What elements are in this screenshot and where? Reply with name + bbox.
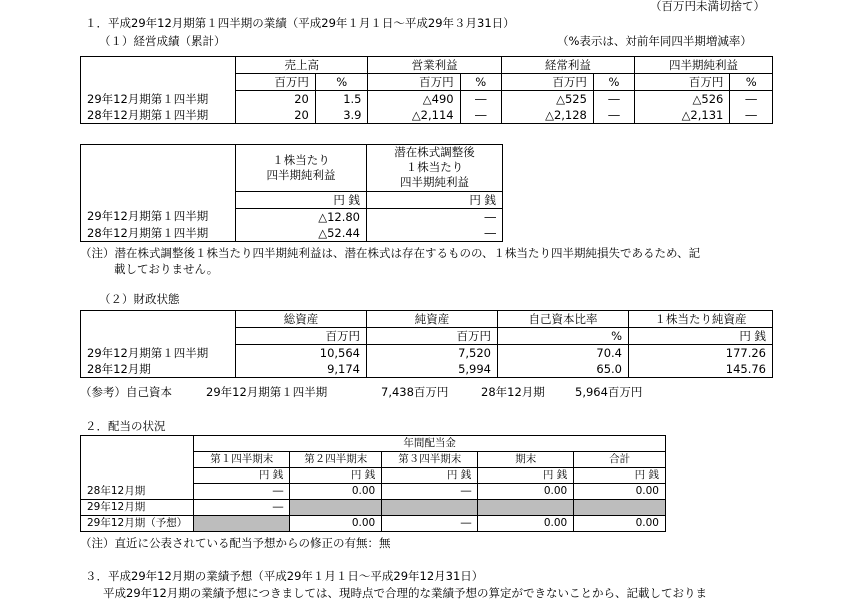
section2-subtitle: （２）財政状態	[99, 292, 180, 306]
cell: ―	[460, 91, 501, 108]
row-label: 29年12月期（予想）	[81, 516, 194, 532]
cell: 10,564	[236, 345, 367, 362]
eps-table	[80, 144, 503, 242]
cell: ―	[367, 208, 503, 225]
cell: 9,174	[236, 361, 367, 378]
table-row	[81, 225, 503, 242]
percent-note: （%表示は、対前年同四半期増減率）	[557, 34, 752, 48]
row-label: 29年12月期	[81, 500, 194, 516]
cell: 7,520	[367, 345, 498, 362]
cell: △525	[501, 91, 593, 108]
diluted-eps-header-line: 潜在株式調整後	[394, 145, 475, 160]
table-row	[81, 345, 773, 362]
table-row	[81, 107, 773, 124]
section1-subtitle: （１）経営成績（累計）	[99, 34, 226, 48]
reference-period-2: 28年12月期	[481, 385, 545, 399]
cell: ―	[382, 516, 478, 532]
dividends-table	[80, 435, 666, 532]
col-sales: 売上高	[236, 57, 368, 74]
unit-cell: 百万円	[367, 328, 498, 345]
eps-header-line: １株当たり	[272, 152, 330, 167]
operating-results-table	[80, 56, 773, 124]
unit-cell: 円 銭	[478, 468, 574, 484]
unit-note: （百万円未満切捨て）	[650, 0, 765, 13]
unit-cell: 円 銭	[367, 191, 503, 208]
col-total: 合計	[574, 452, 666, 468]
cell: △2,128	[501, 107, 593, 124]
unit-cell: 円 銭	[382, 468, 478, 484]
cell: △52.44	[236, 225, 367, 242]
col-total-assets: 総資産	[236, 311, 367, 328]
table-row	[81, 208, 503, 225]
col-year-end: 期末	[478, 452, 574, 468]
cell: 70.4	[498, 345, 629, 362]
cell: 0.00	[290, 516, 382, 532]
table-row	[81, 361, 773, 378]
eps-note: （注）潜在株式調整後１株当たり四半期純利益は、潜在株式は存在するものの、１株当たり四半期純損失であるため、記	[80, 246, 701, 260]
row-label: 29年12月期第１四半期	[81, 345, 236, 362]
unit-cell: 百万円	[236, 74, 316, 91]
cell: ―	[194, 500, 290, 516]
unit-cell: %	[315, 74, 368, 91]
cell: ―	[593, 91, 634, 108]
col-bps: １株当たり純資産	[629, 311, 773, 328]
row-label: 28年12月期	[81, 484, 194, 500]
forecast-body: 平成29年12月期の業績予想につきましては、現時点で合理的な業績予想の算定ができないことから、記載しておりま	[103, 586, 708, 600]
col-net-income: 四半期純利益	[635, 57, 773, 74]
cell-na	[382, 500, 478, 516]
table-row	[81, 500, 666, 516]
reference-period-1: 29年12月期第１四半期	[206, 385, 328, 399]
reference-value-2: 5,964百万円	[575, 385, 643, 399]
col-q2: 第２四半期末	[290, 452, 382, 468]
cell: 0.00	[574, 484, 666, 500]
unit-cell: %	[498, 328, 629, 345]
cell: 20	[236, 107, 316, 124]
cell: 1.5	[315, 91, 368, 108]
cell: 0.00	[290, 484, 382, 500]
col-net-assets: 純資産	[367, 311, 498, 328]
row-label: 28年12月期第１四半期	[81, 225, 236, 242]
row-label: 29年12月期第１四半期	[81, 91, 236, 108]
unit-cell: 円 銭	[629, 328, 773, 345]
cell: 0.00	[478, 516, 574, 532]
table-row	[81, 91, 773, 108]
col-q1: 第１四半期末	[194, 452, 290, 468]
unit-cell: %	[593, 74, 634, 91]
col-ordinary-income: 経常利益	[501, 57, 634, 74]
row-label: 28年12月期第１四半期	[81, 107, 236, 124]
unit-cell: 円 銭	[574, 468, 666, 484]
unit-cell: 円 銭	[236, 191, 367, 208]
col-q3: 第３四半期末	[382, 452, 478, 468]
cell: 3.9	[315, 107, 368, 124]
table-row	[81, 484, 666, 500]
cell: ―	[593, 107, 634, 124]
section1-title: １．平成29年12月期第１四半期の業績（平成29年１月１日～平成29年３月31日）	[85, 16, 515, 30]
cell: △2,114	[368, 107, 460, 124]
eps-note-cont: 載しておりません。	[114, 262, 219, 276]
unit-cell: 円 銭	[290, 468, 382, 484]
unit-cell: 百万円	[501, 74, 593, 91]
cell-na	[478, 500, 574, 516]
cell: ―	[367, 225, 503, 242]
financial-position-table	[80, 310, 773, 378]
col-operating-income: 営業利益	[368, 57, 501, 74]
cell: ―	[730, 91, 773, 108]
eps-header-line: 四半期純利益	[266, 167, 336, 182]
cell: 145.76	[629, 361, 773, 378]
cell-na	[290, 500, 382, 516]
unit-cell: %	[730, 74, 773, 91]
cell: ―	[194, 484, 290, 500]
diluted-eps-header-line: １株当たり	[405, 160, 464, 175]
cell-na	[194, 516, 290, 532]
unit-cell: 円 銭	[194, 468, 290, 484]
cell: △490	[368, 91, 460, 108]
cell: 5,994	[367, 361, 498, 378]
cell-na	[574, 500, 666, 516]
diluted-eps-header-line: 四半期純利益	[400, 175, 469, 190]
cell: △526	[635, 91, 730, 108]
cell: 0.00	[478, 484, 574, 500]
reference-value-1: 7,438百万円	[381, 385, 449, 399]
cell: ―	[730, 107, 773, 124]
cell: 65.0	[498, 361, 629, 378]
annual-dividend-header: 年間配当金	[194, 436, 666, 452]
section4-title: ３．平成29年12月期の業績予想（平成29年１月１日～平成29年12月31日）	[85, 569, 484, 583]
reference-label: （参考）自己資本	[80, 385, 172, 399]
cell: ―	[460, 107, 501, 124]
col-equity-ratio: 自己資本比率	[498, 311, 629, 328]
cell: 20	[236, 91, 316, 108]
cell: △12.80	[236, 208, 367, 225]
section3-title: ２．配当の状況	[85, 419, 166, 433]
row-label: 28年12月期	[81, 361, 236, 378]
row-label: 29年12月期第１四半期	[81, 208, 236, 225]
unit-cell: 百万円	[368, 74, 460, 91]
unit-cell: %	[460, 74, 501, 91]
cell: 177.26	[629, 345, 773, 362]
unit-cell: 百万円	[635, 74, 730, 91]
cell: △2,131	[635, 107, 730, 124]
table-row	[81, 516, 666, 532]
unit-cell: 百万円	[236, 328, 367, 345]
cell: 0.00	[574, 516, 666, 532]
dividend-note: （注）直近に公表されている配当予想からの修正の有無：無	[80, 536, 391, 550]
cell: ―	[382, 484, 478, 500]
